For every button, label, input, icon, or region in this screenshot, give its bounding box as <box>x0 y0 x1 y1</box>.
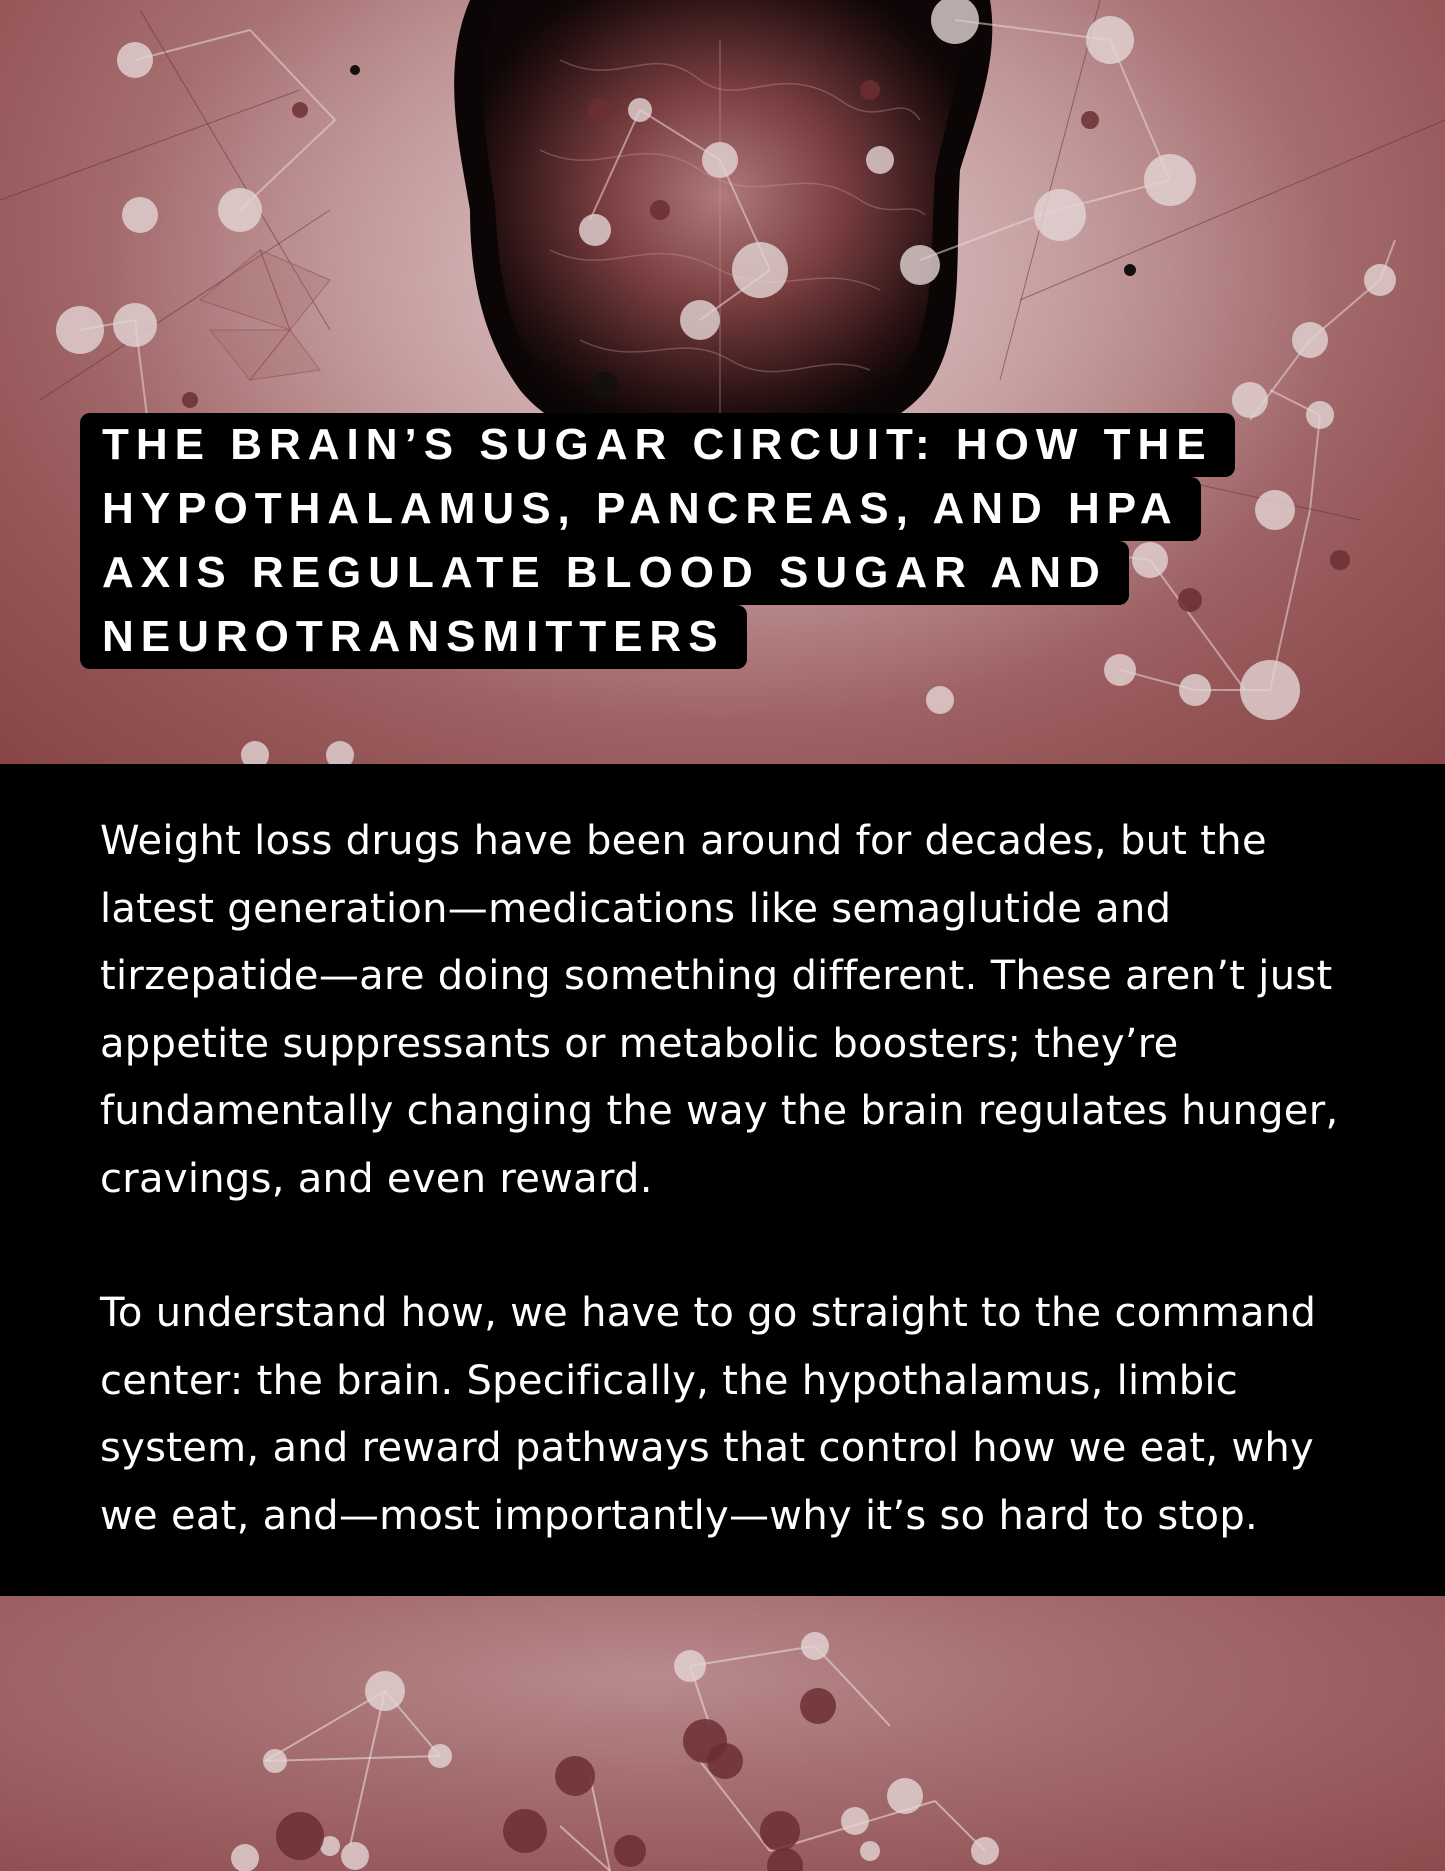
hero-image <box>0 0 1445 764</box>
article-body <box>0 764 1445 1596</box>
title-line: HYPOTHALAMUS, PANCREAS, AND HPA <box>80 477 1201 541</box>
title-line: THE BRAIN’S SUGAR CIRCUIT: HOW THE <box>80 413 1235 477</box>
footer-image <box>0 1596 1445 1871</box>
title-line: NEUROTRANSMITTERS <box>80 605 747 669</box>
title-line: AXIS REGULATE BLOOD SUGAR AND <box>80 541 1129 605</box>
molecular-network-illustration <box>0 1596 1445 1871</box>
brain-scan <box>454 0 992 455</box>
body-paragraph: To understand how, we have to go straight to the command center: the brain. Specifically, the hypothalamus, limbic system, and reward pathways that control how we eat, why we eat, and—most importantly—why it’s so hard to stop. <box>100 1290 1317 1539</box>
body-text <box>100 808 1370 1550</box>
article-title <box>80 413 1280 669</box>
body-paragraph: Weight loss drugs have been around for decades, but the latest generation—medications like semaglutide and tirzepatide—are doing something different. These aren’t just appetite suppressants or metabolic boosters; they’re fundamentally changing the way the brain regulates hunger, cravings, and even reward. <box>100 818 1339 1202</box>
